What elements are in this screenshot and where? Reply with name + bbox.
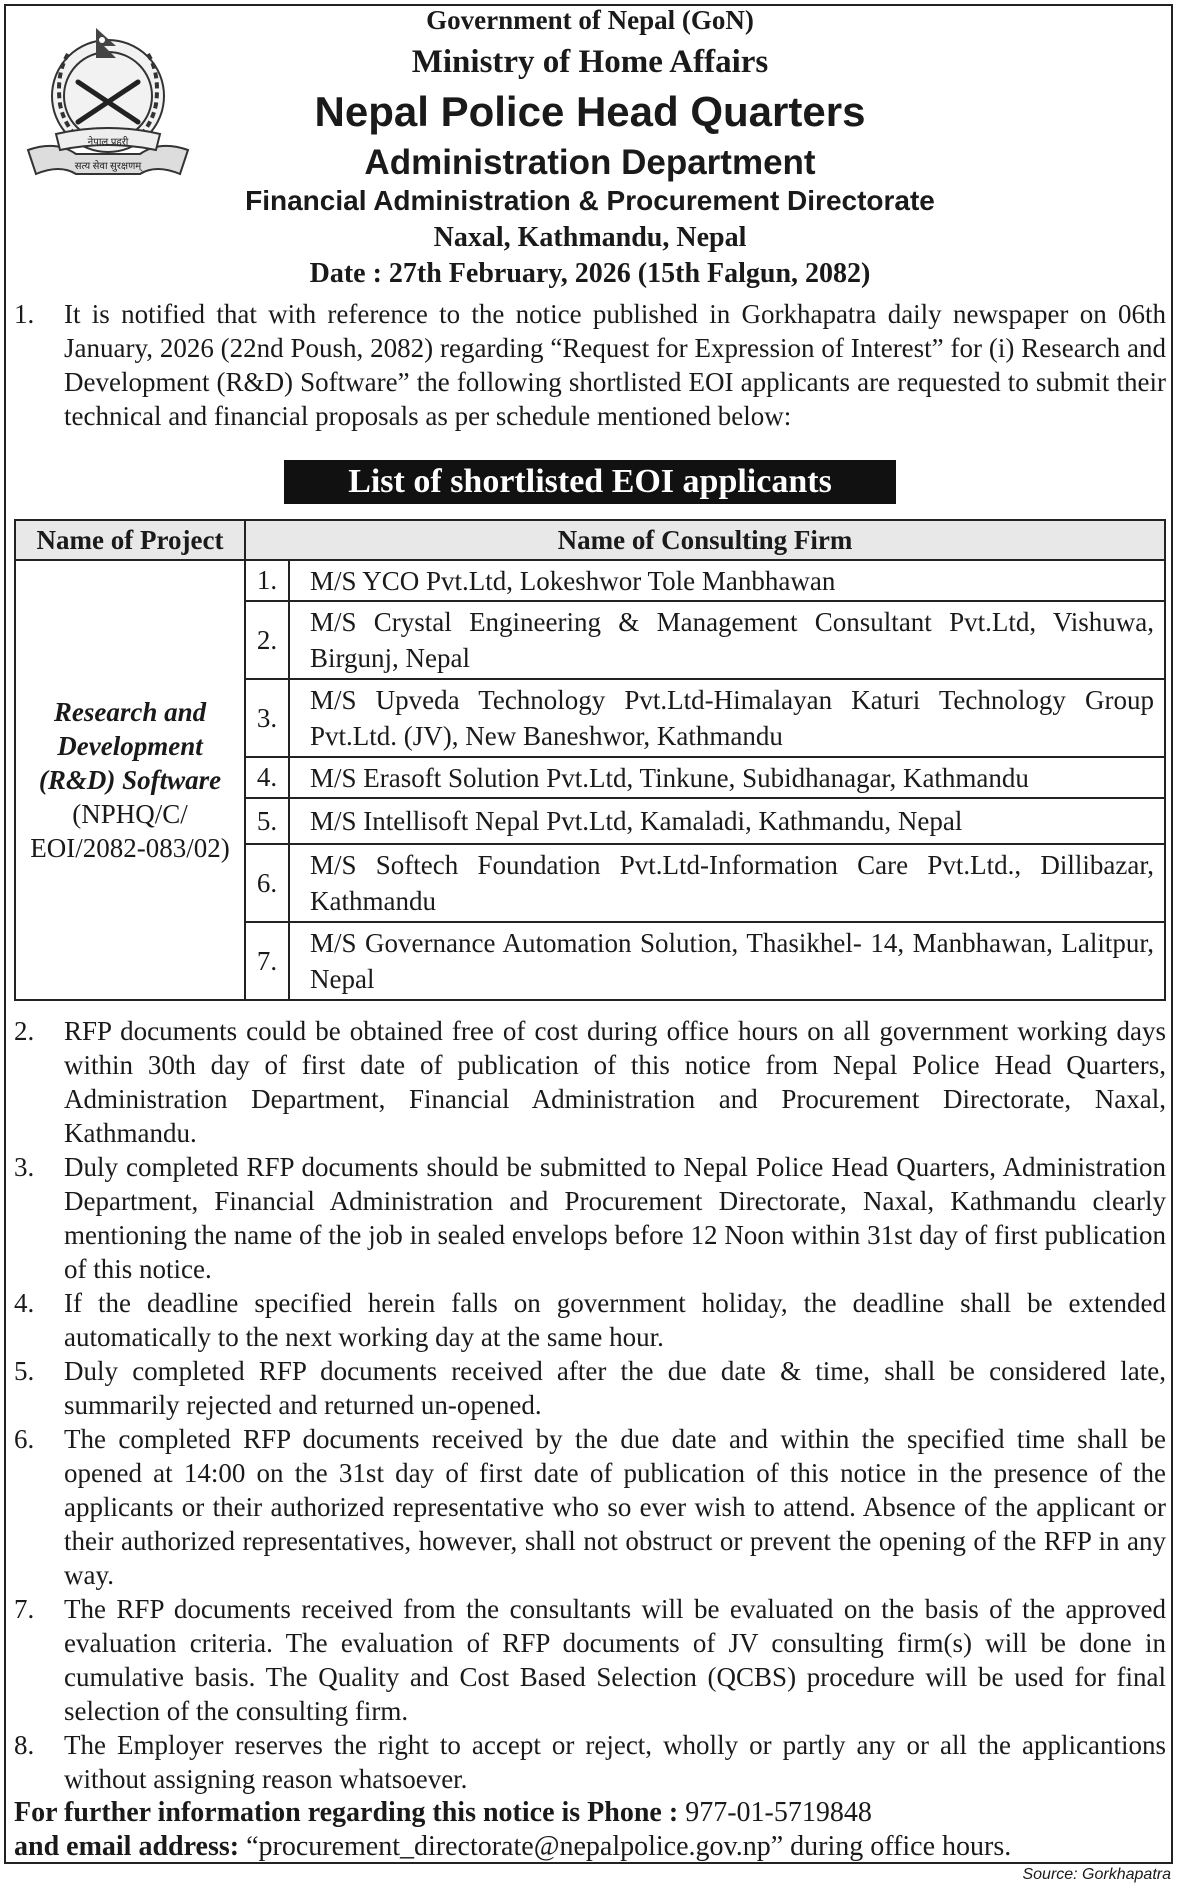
office-title: Nepal Police Head Quarters bbox=[314, 88, 866, 135]
clause-number: 8. bbox=[14, 1730, 35, 1760]
clause-number: 2. bbox=[14, 1016, 35, 1046]
clause-5 bbox=[14, 1354, 1166, 1422]
intro-text: It is notified that with reference to the notice published in Gorkhapatra daily newspaper on 06th January, 2026 (22nd Poush, 2082) regarding “Request for Expression of Interest” for (i) Research and Development (R&D) Software” the following shortlisted EOI applicants are requested to submit their technical and financial proposals as per schedule mentioned below: bbox=[64, 299, 1166, 431]
phone-label: For further information regarding this notice is Phone : bbox=[14, 1797, 679, 1828]
row-number: 6. bbox=[245, 844, 289, 922]
clause-7 bbox=[14, 1592, 1166, 1728]
clause-text: If the deadline specified herein falls on government holiday, the deadline shall be extended automatically to the next working day at the same hour. bbox=[64, 1288, 1166, 1352]
contact-phone-line bbox=[14, 1796, 1166, 1830]
clause-text: The Employer reserves the right to accept or reject, wholly or partly any or all the applicantions without assigning reason whatsoever. bbox=[64, 1730, 1166, 1794]
col-firm-header: Name of Consulting Firm bbox=[245, 520, 1165, 560]
email-address: “procurement_directorate@nepalpolice.gov.np” during office hours. bbox=[246, 1831, 1012, 1862]
clause-number: 6. bbox=[14, 1424, 35, 1454]
intro-paragraph bbox=[14, 297, 1166, 433]
firm-name: M/S Governance Automation Solution, Thasikhel- 14, Manbhawan, Lalitpur, Nepal bbox=[289, 922, 1165, 1000]
row-number: 1. bbox=[245, 560, 289, 601]
clause-text: The completed RFP documents received by the due date and within the specified time shall be opened at 14:00 on the 31st day of first date of publication of this notice in the presence of the applicants or their authorized representative who so ever wish to attend. Absence of the applicant or their authorized representatives, however, shall not obstruct or prevent the opening of the RFP in any way. bbox=[64, 1424, 1166, 1590]
clause-text: The RFP documents received from the consultants will be evaluated on the basis of the approved evaluation criteria. The evaluation of RFP documents of JV consulting firm(s) will be done in cumulative basis. The Quality and Cost Based Selection (QCBS) procedure will be used for final selection of the consulting firm. bbox=[64, 1594, 1166, 1726]
department-line: Administration Department bbox=[364, 143, 816, 182]
clause-number: 7. bbox=[14, 1594, 35, 1624]
firm-name: M/S Softech Foundation Pvt.Ltd-Information Care Pvt.Ltd., Dillibazar, Kathmandu bbox=[289, 844, 1165, 922]
firm-name: M/S Intellisoft Nepal Pvt.Ltd, Kamaladi, Kathmandu, Nepal bbox=[289, 798, 1165, 844]
intro-number: 1. bbox=[14, 299, 35, 329]
phone-number: 977-01-5719848 bbox=[685, 1797, 872, 1828]
clause-text: Duly completed RFP documents should be submitted to Nepal Police Head Quarters, Administration Department, Financial Administration and Procurement Directorate, Naxal, Kathmandu clearly mentioning the name of the job in sealed envelops before 12 Noon within 31st day of first publication of this notice. bbox=[64, 1152, 1166, 1284]
row-number: 2. bbox=[245, 601, 289, 679]
address-line: Naxal, Kathmandu, Nepal bbox=[433, 222, 747, 253]
shortlist-banner: List of shortlisted EOI applicants bbox=[284, 460, 896, 504]
clause-number: 3. bbox=[14, 1152, 35, 1182]
notice-date: Date : 27th February, 2026 (15th Falgun, 2082) bbox=[309, 258, 871, 289]
source-credit: Source: Gorkhapatra bbox=[1022, 1866, 1171, 1883]
table-row bbox=[15, 560, 1165, 601]
project-title: Research and Development (R&D) Software bbox=[38, 697, 222, 795]
firm-name: M/S Crystal Engineering & Management Consultant Pvt.Ltd, Vishuwa, Birgunj, Nepal bbox=[289, 601, 1165, 679]
row-number: 3. bbox=[245, 679, 289, 757]
firm-name: M/S Erasoft Solution Pvt.Ltd, Tinkune, Subidhanagar, Kathmandu bbox=[289, 757, 1165, 798]
firm-name: M/S Upveda Technology Pvt.Ltd-Himalayan Katuri Technology Group Pvt.Ltd. (JV), New Baneshwor, Kathmandu bbox=[289, 679, 1165, 757]
clause-6 bbox=[14, 1422, 1166, 1592]
clause-number: 5. bbox=[14, 1356, 35, 1386]
col-project-header: Name of Project bbox=[15, 520, 245, 560]
project-code: (NPHQ/C/ EOI/2082-083/02) bbox=[30, 799, 230, 863]
clause-number: 4. bbox=[14, 1288, 35, 1318]
email-label: and email address: bbox=[14, 1831, 240, 1862]
project-cell bbox=[15, 560, 245, 1000]
firm-name: M/S YCO Pvt.Ltd, Lokeshwor Tole Manbhawan bbox=[289, 560, 1165, 601]
clause-3 bbox=[14, 1150, 1166, 1286]
nepal-police-emblem-icon bbox=[16, 14, 200, 188]
row-number: 7. bbox=[245, 922, 289, 1000]
clause-text: RFP documents could be obtained free of cost during office hours on all government working days within 30th day of first date of publication of this notice from Nepal Police Head Quarters, Administration Department, Financial Administration and Procurement Directorate, Naxal, Kathmandu. bbox=[64, 1016, 1166, 1148]
clause-8 bbox=[14, 1728, 1166, 1796]
directorate-line: Financial Administration & Procurement Directorate bbox=[245, 185, 935, 216]
emblem-motto-top: नेपाल प्रहरी bbox=[87, 137, 129, 148]
clause-4 bbox=[14, 1286, 1166, 1354]
row-number: 5. bbox=[245, 798, 289, 844]
clause-text: Duly completed RFP documents received after the due date & time, shall be considered late, summarily rejected and returned un-opened. bbox=[64, 1356, 1166, 1420]
clause-2 bbox=[14, 1014, 1166, 1150]
table-header-row bbox=[15, 520, 1165, 560]
emblem-motto-bottom: सत्य सेवा सुरक्षणम् bbox=[74, 161, 142, 172]
row-number: 4. bbox=[245, 757, 289, 798]
shortlist-table bbox=[14, 519, 1166, 1001]
contact-email-line bbox=[14, 1830, 1166, 1864]
ministry-line: Ministry of Home Affairs bbox=[411, 44, 769, 80]
government-line: Government of Nepal (GoN) bbox=[426, 5, 754, 35]
